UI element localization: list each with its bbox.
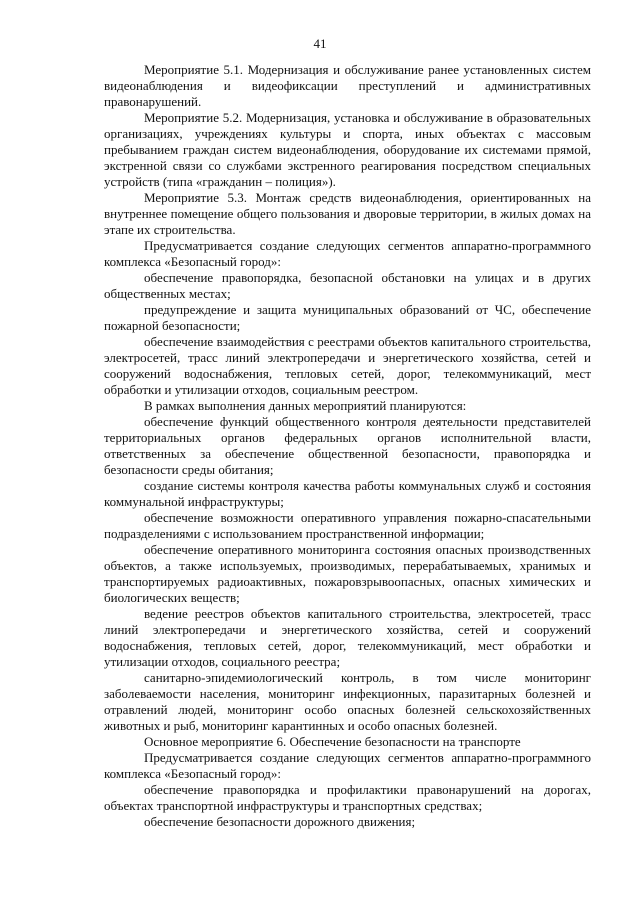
paragraph-measure-5-1: Мероприятие 5.1. Модернизация и обслуживание ранее установленных систем видеонаблюдения и видеофиксации преступлений и административных правонарушений. (104, 62, 591, 109)
paragraph-main-measure-6: Основное мероприятие 6. Обеспечение безопасности на транспорте (144, 734, 521, 749)
paragraph-list-item: обеспечение функций общественного контроля деятельности представителей территориальных органов федеральных органов исполнительной власти, ответственных за обеспечение общественной безопасности, правопорядка и безопасности среды обитания; (104, 414, 591, 477)
document-body (104, 62, 591, 830)
paragraph-segments-intro: Предусматривается создание следующих сегментов аппаратно-программного комплекса «Безопасный город»: (104, 238, 591, 269)
paragraph-measure-5-3: Мероприятие 5.3. Монтаж средств видеонаблюдения, ориентированных на внутреннее помещение общего пользования и дворовые территории, в жилых домах на этапе их строительства. (104, 190, 591, 237)
paragraph-segments-intro: Предусматривается создание следующих сегментов аппаратно-программного комплекса «Безопасный город»: (104, 750, 591, 781)
paragraph-list-item: обеспечение безопасности дорожного движения; (144, 814, 416, 829)
paragraph-list-item: обеспечение правопорядка, безопасной обстановки на улицах и в других общественных местах; (104, 270, 591, 301)
paragraph-planned-intro: В рамках выполнения данных мероприятий планируются: (144, 398, 467, 413)
paragraph-list-item: создание системы контроля качества работы коммунальных служб и состояния коммунальной инфраструктуры; (104, 478, 591, 509)
paragraph-list-item: обеспечение правопорядка и профилактики правонарушений на дорогах, объектах транспортной инфраструктуры и транспортных средствах; (104, 782, 591, 813)
paragraph-list-item: ведение реестров объектов капитального строительства, электросетей, трасс линий электропередачи и энергетического хозяйства, сетей и сооружений водоснабжения, тепловых сетей, дорог, телекоммуникаций, мест обработки и утилизации отходов, социального реестра; (104, 606, 591, 669)
paragraph-list-item: санитарно-эпидемиологический контроль, в том числе мониторинг заболеваемости населения, мониторинг инфекционных, паразитарных болезней и отравлений людей, мониторинг особо опасных болезней сельскохозяйственных животных и рыб, мониторинг карантинных и особо опасных болезней. (104, 670, 591, 733)
paragraph-measure-5-2: Мероприятие 5.2. Модернизация, установка и обслуживание в образовательных организациях, учреждениях культуры и спорта, иных объектах с массовым пребыванием граждан систем видеонаблюдения, оборудование их системами прямой, экстренной связи со службами экстренного реагирования посредством специальных устройств (типа «гражданин – полиция»). (104, 110, 591, 189)
paragraph-list-item: обеспечение оперативного мониторинга состояния опасных производственных объектов, а также используемых, производимых, перерабатываемых, хранимых и транспортируемых радиоактивных, пожаровзрывоопасных, опасных химических и биологических веществ; (104, 542, 591, 605)
paragraph-list-item: обеспечение взаимодействия с реестрами объектов капитального строительства, электросетей, трасс линий электропередачи и энергетического хозяйства, сетей и сооружений водоснабжения, тепловых сетей, дорог, телекоммуникаций, мест обработки и утилизации отходов, социальным реестром. (104, 334, 591, 397)
page-number: 41 (313, 36, 327, 51)
paragraph-list-item: предупреждение и защита муниципальных образований от ЧС, обеспечение пожарной безопасности; (104, 302, 591, 333)
paragraph-list-item: обеспечение возможности оперативного управления пожарно-спасательными подразделениями с использованием пространственной информации; (104, 510, 591, 541)
